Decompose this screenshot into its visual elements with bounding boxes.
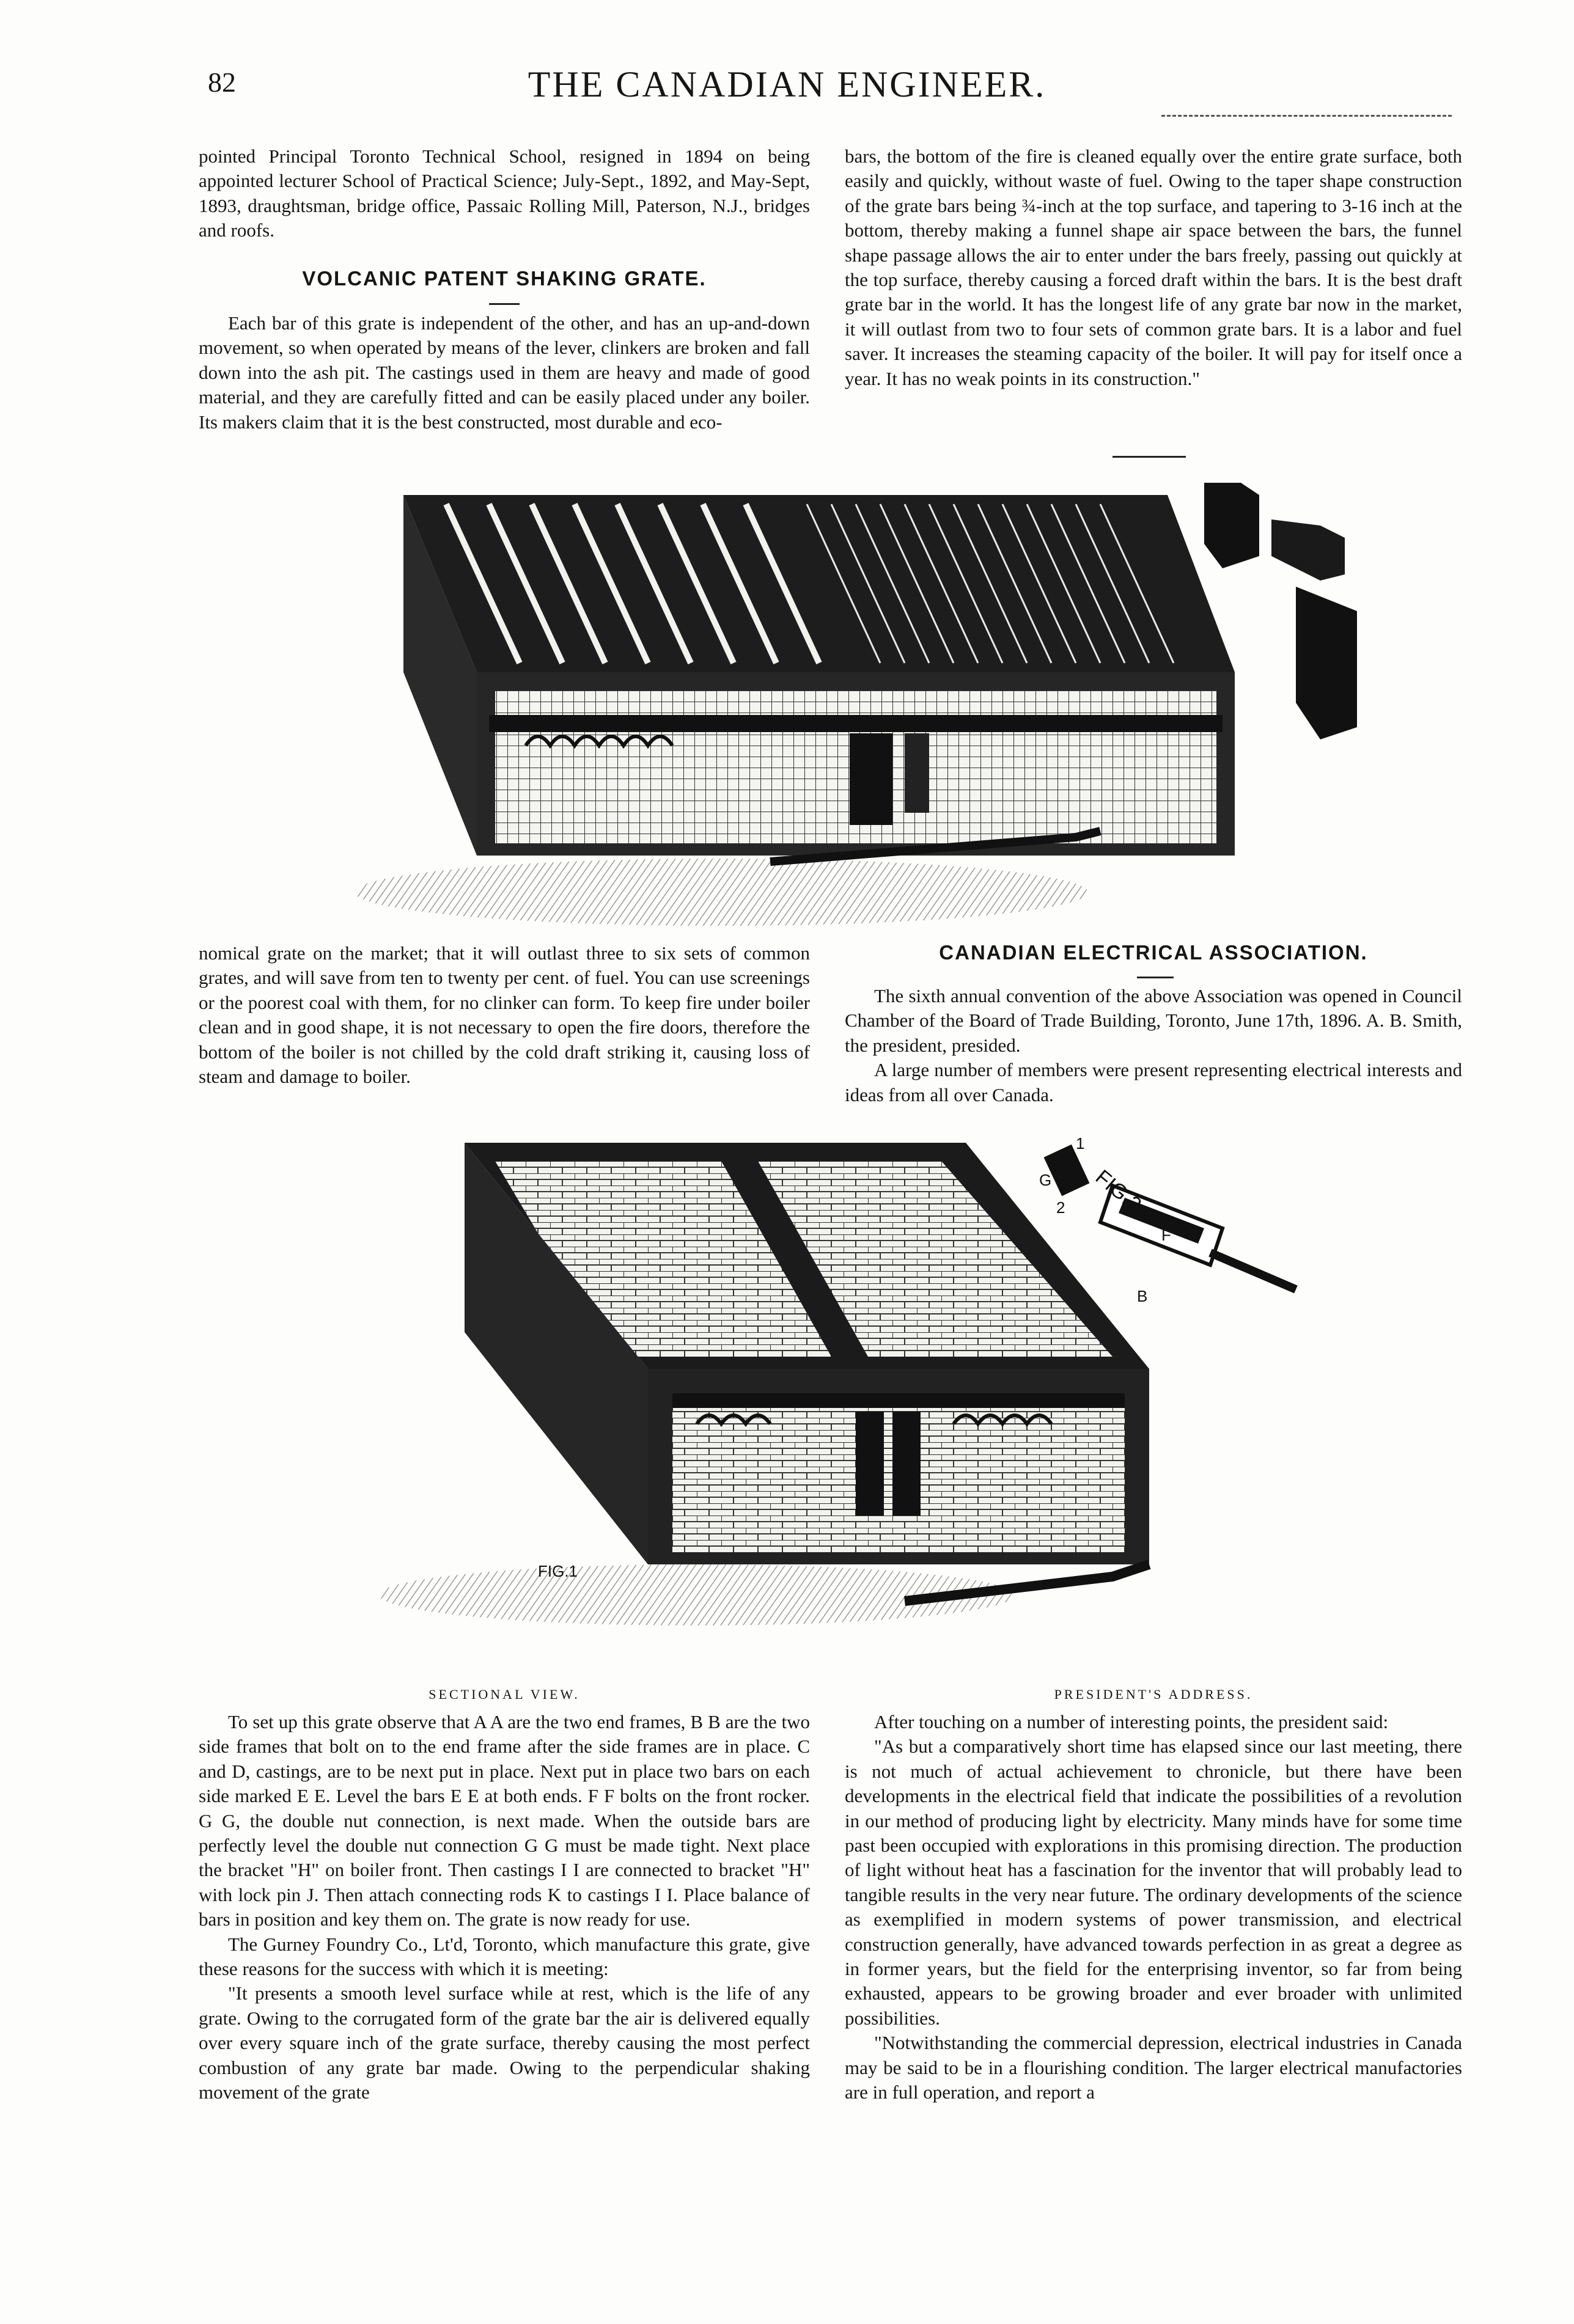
fig2-label: FIG.2	[1090, 1165, 1146, 1217]
grate-illustration-sectional	[355, 1124, 1308, 1650]
paragraph: "Notwithstanding the commercial depression, electrical industries in Canada may be said to be in a flourishing condition. The larger electrical manufactories are in full operation, and report a	[845, 2032, 1462, 2103]
section-heading-grate: VOLCANIC PATENT SHAKING GRATE.	[302, 267, 707, 290]
grate-illustration-fig1	[342, 471, 1455, 935]
left-column-top	[199, 144, 810, 243]
section-heading-association: CANADIAN ELECTRICAL ASSOCIATION.	[939, 941, 1368, 964]
paragraph: To set up this grate observe that A A are the two end frames, B B are the two side frames that bolt on to the end frame after the side frames are in place. C and D, castings, are to be next put in place. Next put in place two bars on each side marked E E. Level the bars E E at both ends. F F bolts on the front rocker. G G, the double nut connection, is next made. When the outside bars are perfectly level the double nut connection G G must be made tight. Next place the bracket "H" on boiler front. Then castings I I are connected to bracket "H" with lock pin J. Then attach connecting rods K to castings I I. Place balance of bars in position and key them on. The grate is now ready for use.	[199, 1711, 810, 1930]
paragraph: bars, the bottom of the fire is cleaned equally over the entire grate surface, both easily and quickly, without waste of fuel. Owing to the taper shape construction of the grate bars being ¾-inch at the top surface, and tapering to 3-16 inch at the bottom, thereby making a funnel shape air space between the bars, the funnel shape passage allows the air to enter under the bars freely, passing out quickly at the top surface, thereby causing a forced draft within the bars. It is the best draft grate bar in the world. It has the longest life of any grate bar now in the market, it will outlast from two to four sets of common grate bars. It is a labor and fuel saver. It increases the steaming capacity of the boiler. It will pay for itself once a year. It has no weak points in its construction."	[845, 145, 1462, 389]
page-number: 82	[208, 67, 236, 98]
paragraph: A large number of members were present representing electrical interests and ideas from all over Canada.	[845, 1059, 1462, 1105]
right-column-top	[845, 144, 1462, 391]
section-end-rule	[1112, 456, 1186, 458]
heading-rule	[1137, 977, 1174, 978]
left-column-bottom	[199, 1710, 810, 2105]
fig1-label: FIG.1	[538, 1562, 578, 1580]
paragraph: The Gurney Foundry Co., Lt'd, Toronto, which manufacture this grate, give these reasons for the success with which it is meeting:	[199, 1933, 810, 1980]
fig2-letter-1: 1	[1076, 1134, 1085, 1153]
paragraph: After touching on a number of interesting points, the president said:	[874, 1711, 1389, 1732]
paragraph: pointed Principal Toronto Technical School, resigned in 1894 on being appointed lecturer School of Practical Science; July-Sept., 1892, and May-Sept, 1893, draughtsman, bridge office, Passaic Rolling Mill, Paterson, N.J., bridges and roofs.	[199, 145, 810, 241]
paragraph: "It presents a smooth level surface while at rest, which is the life of any grate. Owing to the corrugated form of the grate bar the air is delivered equally over every square inch of the grate surface, thereby causing the most perfect combustion of any grate bar made. Owing to the perpendicular shaking movement of the grate	[199, 1982, 810, 2103]
left-column-middle	[199, 941, 810, 1089]
fig2-letter-f: F	[1161, 1226, 1171, 1244]
paragraph: The sixth annual convention of the above Association was opened in Council Chamber of the Board of Trade Building, Toronto, June 17th, 1896. A. B. Smith, the president, presided.	[845, 985, 1462, 1056]
fig2-letter-b: B	[1137, 1287, 1148, 1305]
running-head: THE CANADIAN ENGINEER.	[528, 64, 1046, 104]
left-column-grate-text	[199, 311, 810, 434]
paragraph: nomical grate on the market; that it will outlast three to six sets of common grates, and will save from ten to twenty per cent. of fuel. You can use screenings or the poorest coal with them, for no clinker can form. To keep fire under boiler clean and in good shape, it is not necessary to open the fire doors, therefore the bottom of the boiler is not chilled by the cold draft striking it, causing loss of steam and damage to boiler.	[199, 942, 810, 1088]
caption-sectional-view: SECTIONAL VIEW.	[428, 1687, 580, 1702]
right-column-middle	[845, 984, 1462, 1107]
heading-rule	[489, 303, 520, 305]
fig2-letter-2: 2	[1056, 1198, 1065, 1217]
caption-presidents-address: PRESIDENT'S ADDRESS.	[1054, 1687, 1253, 1702]
paragraph: Each bar of this grate is independent of the other, and has an up-and-down movement, so when operated by means of the lever, clinkers are broken and fall down into the ash pit. The castings used in them are heavy and made of good material, and they are carefully fitted and can be easily placed under any boiler. Its makers claim that it is the best constructed, most durable and eco-	[199, 312, 810, 433]
header-rule	[1161, 115, 1452, 117]
right-column-bottom	[845, 1710, 1462, 2105]
paragraph: "As but a comparatively short time has elapsed since our last meeting, there is not much of actual achievement to chronicle, but there have been developments in the electrical field that indicate the possibilities of a revolution in our method of producing light by electricity. Many minds have for some time past been occupied with explorations in this promising direction. The production of light without heat has a fascination for the inventor that will probably lead to tangible results in the very near future. The ordinary developments of the science as exemplified in modern systems of power transmission, and electrical construction generally, have advanced towards perfection in as great a degree as in former years, but the field for the enterprising inventor, so far from being exhausted, appears to be growing broader and ever broader with unlimited possibilities.	[845, 1736, 1462, 2029]
fig2-letter-g: G	[1039, 1171, 1052, 1189]
